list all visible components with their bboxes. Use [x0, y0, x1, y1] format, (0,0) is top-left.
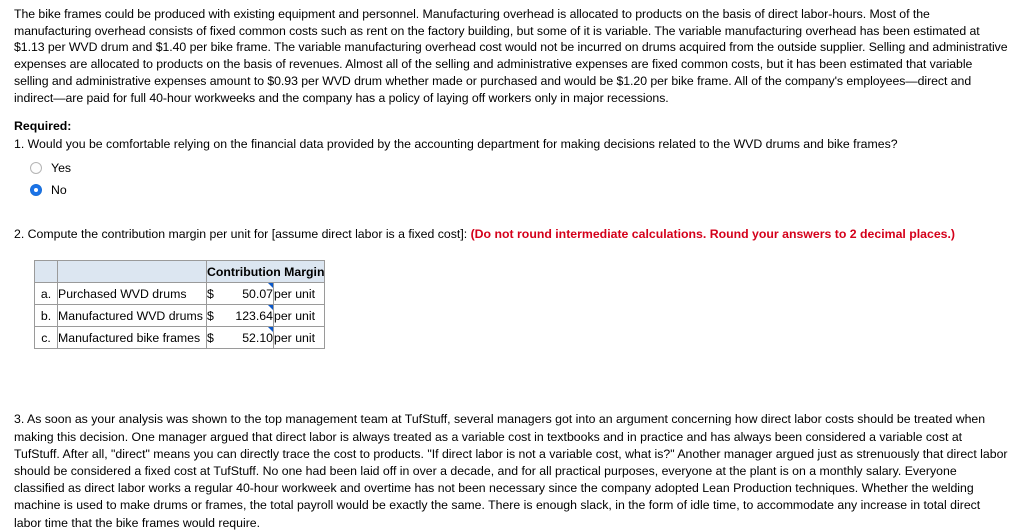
- cell-comment-corner-icon: [268, 305, 273, 310]
- option-no-label: No: [51, 183, 67, 198]
- header-row-label-blank: [58, 261, 207, 283]
- table-row: [35, 305, 325, 327]
- radio-yes-icon[interactable]: [30, 162, 42, 174]
- question-1-options[interactable]: [18, 159, 1010, 200]
- row-key-b: b.: [35, 305, 58, 327]
- row-value-c[interactable]: [221, 327, 274, 349]
- row-value-a-text: 50.07: [242, 286, 273, 301]
- option-yes[interactable]: [18, 159, 1010, 178]
- row-unit-b: per unit: [274, 305, 325, 327]
- row-unit-a: per unit: [274, 283, 325, 305]
- question-2-note: (Do not round intermediate calculations. Round your answers to 2 decimal places.): [470, 226, 956, 241]
- row-value-b-text: 123.64: [235, 308, 273, 323]
- header-key-blank: [35, 261, 58, 283]
- intro-paragraph: The bike frames could be produced with existing equipment and personnel. Manufacturing overhead is allocated to products on the basis of direct labor-hours. Most of the manufacturing overhead consists of fixed common costs such as rent on the factory building, but some of it is variable. The variable manufacturing overhead has been estimated at $1.13 per WVD drum and $1.40 per bike frame. The variable manufacturing overhead cost would not be incurred on drums acquired from the outside supplier. Selling and administrative expenses are allocated to products on the basis of revenues. Almost all of the selling and administrative expenses are fixed common costs, but it has been estimated that variable selling and administrative expenses amount to $0.93 per WVD drum whether made or purchased and would be $1.20 per bike frame. All of the company's employees—direct and indirect—are paid for full 40-hour workweeks and the company has a policy of laying off workers only in major recessions.: [14, 7, 1008, 105]
- question-2-text: [14, 226, 1010, 243]
- radio-no-icon[interactable]: [30, 184, 42, 196]
- row-key-a: a.: [35, 283, 58, 305]
- table-row: [35, 283, 325, 305]
- row-name-b: Manufactured WVD drums: [58, 305, 207, 327]
- question-3-text: 3. As soon as your analysis was shown to the top management team at TufStuff, several managers got into an argument concerning how direct labor costs should be treated when making this decision. One manager argued that direct labor is always treated as a variable cost in textbooks and in practice and has always been considered a variable cost at TufStuff. After all, "direct" means you can directly trace the cost to products. "If direct labor is not a variable cost, what is?" Another manager argued just as strenuously that direct labor should be considered a fixed cost at TufStuff. No one had been laid off in over a decade, and for all practical purposes, everyone at the plant is on a monthly salary. Everyone classified as direct labor works a regular 40-hour workweek and overtime has not been necessary since the company adopted Lean Production techniques. Whether the welding machine is used to make drums or frames, the total payroll would be exactly the same. There is enough slack, in the form of idle time, to accommodate any increase in total direct labor time that the bike frames would require.: [14, 412, 1008, 530]
- row-value-c-text: 52.10: [242, 330, 273, 345]
- required-heading: Required:: [14, 119, 72, 134]
- row-key-c: c.: [35, 327, 58, 349]
- header-contribution-margin: Contribution Margin: [207, 261, 325, 283]
- row-name-c: Manufactured bike frames: [58, 327, 207, 349]
- row-unit-c: per unit: [274, 327, 325, 349]
- row-currency-c: $: [207, 327, 222, 349]
- cell-comment-corner-icon: [268, 327, 273, 332]
- option-yes-label: Yes: [51, 161, 72, 176]
- row-currency-b: $: [207, 305, 222, 327]
- contribution-margin-table: [34, 260, 325, 349]
- question-1-text: 1. Would you be comfortable relying on the financial data provided by the accounting department for making decisions related to the WVD drums and bike frames?: [14, 137, 898, 152]
- table-row: [35, 327, 325, 349]
- table-header-row: [35, 261, 325, 283]
- option-no[interactable]: [18, 181, 1010, 200]
- row-value-b[interactable]: [221, 305, 274, 327]
- cell-comment-corner-icon: [268, 283, 273, 288]
- row-name-a: Purchased WVD drums: [58, 283, 207, 305]
- required-section: [14, 118, 1010, 242]
- row-value-a[interactable]: [221, 283, 274, 305]
- question-2-prompt: 2. Compute the contribution margin per unit for [assume direct labor is a fixed cost]:: [14, 226, 468, 241]
- row-currency-a: $: [207, 283, 222, 305]
- intro-block: [14, 6, 1010, 106]
